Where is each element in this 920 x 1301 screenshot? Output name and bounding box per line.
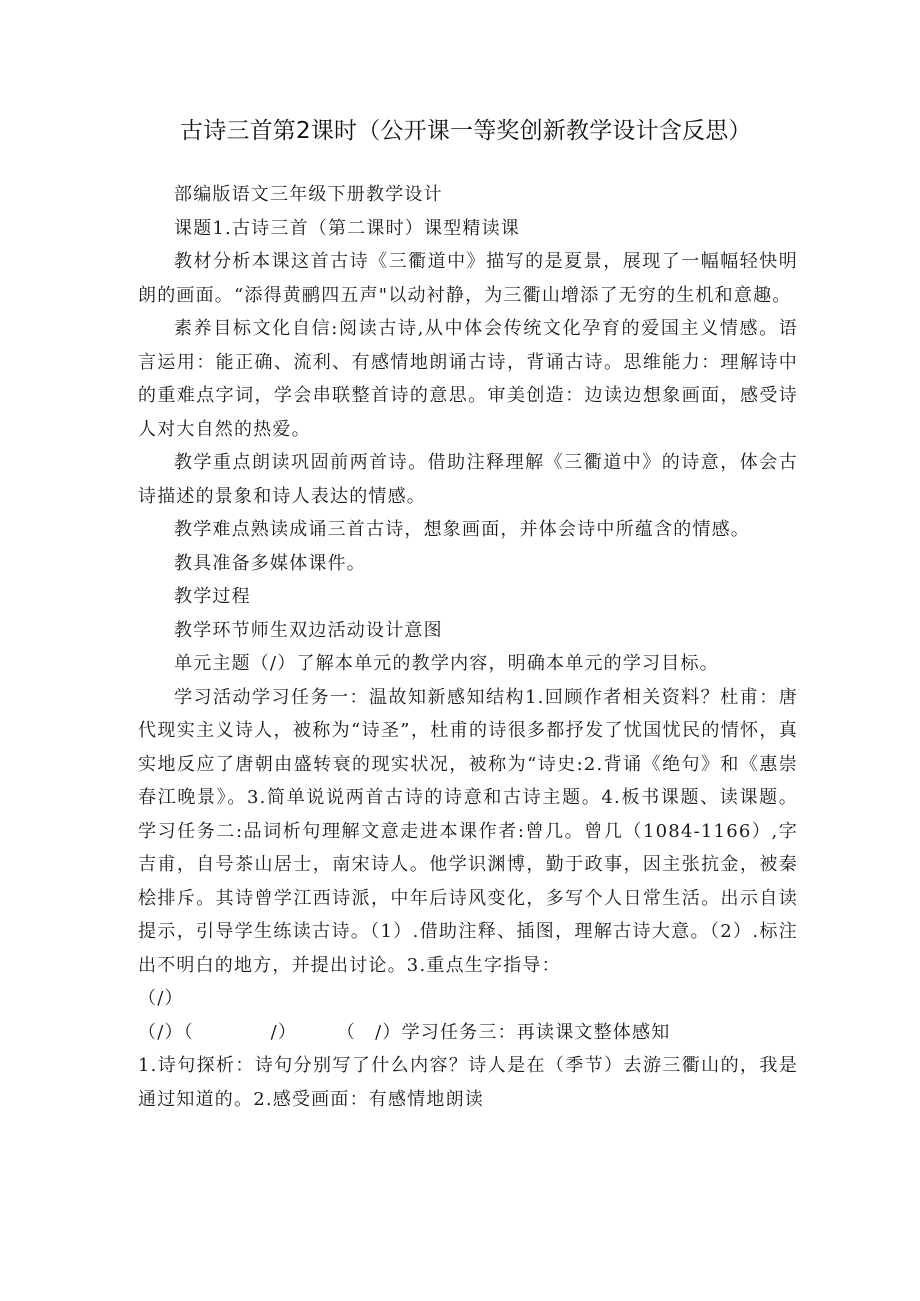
blank-line-2: （/）（ /） （ /）学习任务三：再读课文整体感知	[138, 1021, 671, 1043]
paragraph-difficulties: 教学难点熟读成诵三首古诗，想象画面，并体会诗中所蕴含的情感。	[174, 519, 750, 540]
blank-line-1: （/）	[138, 988, 184, 1009]
paragraph-tail: 1.诗句探析：诗句分别写了什么内容？诗人是在（季节）去游三衢山的，我是通过知道的。2.感受画面：有感情地朗读	[138, 1055, 798, 1110]
document-title: 古诗三首第2课时（公开课一等奖创新教学设计含反思）	[180, 118, 752, 144]
paragraph-teaching-process: 教学过程	[174, 586, 251, 607]
paragraph-key-points: 教学重点朗读巩固前两首诗。借助注释理解《三衢道中》的诗意，体会古诗描述的景象和诗人表达的情感。	[138, 452, 798, 507]
paragraph-lesson-topic: 课题1.古诗三首（第二课时）课型精读课	[174, 217, 520, 239]
paragraph-material-analysis: 教材分析本课这首古诗《三衢道中》描写的是夏景，展现了一幅幅轻快明朗的画面。“添得黄鹂四五声"以动衬静，为三衢山增添了无穷的生机和意趣。	[138, 251, 798, 306]
paragraph-edition: 部编版语文三年级下册教学设计	[174, 184, 443, 205]
paragraph-teaching-aids: 教具准备多媒体课件。	[174, 552, 366, 574]
paragraph-literacy-goals: 素养目标文化自信:阅读古诗,从中体会传统文化孕育的爱国主义情感。语言运用：能正确、流利、有感情地朗诵古诗，背诵古诗。思维能力：理解诗中的重难点字词，学会串联整首诗的意思。审美创造：边读边想象画面，感受诗人对大自然的热爱。	[138, 318, 798, 440]
document-body	[138, 178, 798, 1116]
paragraph-process-header: 教学环节师生双边活动设计意图	[174, 619, 443, 641]
paragraph-learning-activities: 学习活动学习任务一：温故知新感知结构1.回顾作者相关资料？杜甫：唐代现实主义诗人，被称为“诗圣”，杜甫的诗很多都抒发了忧国忧民的情怀，真实地反应了唐朝由盛转衰的现实状况，被称为“诗史:2.背诵《绝句》和《惠崇春江晚景》。3.简单说说两首古诗的诗意和古诗主题。4.板书课题、读课题。学习任务二:品词析句理解文意走进本课作者:曾几。曾几（1084-1166）,字吉甫，自号茶山居士，南宋诗人。他学识渊博，勤于政事，因主张抗金，被秦桧排斥。其诗曾学江西诗派，中年后诗风变化，多写个人日常生活。出示自读提示，引导学生练读古诗。（1）.借助注释、插图，理解古诗大意。（2）.标注出不明白的地方，并提出讨论。3.重点生字指导：	[138, 686, 798, 976]
paragraph-unit-theme: 单元主题（/）了解本单元的教学内容，明确本单元的学习目标。	[174, 653, 719, 674]
